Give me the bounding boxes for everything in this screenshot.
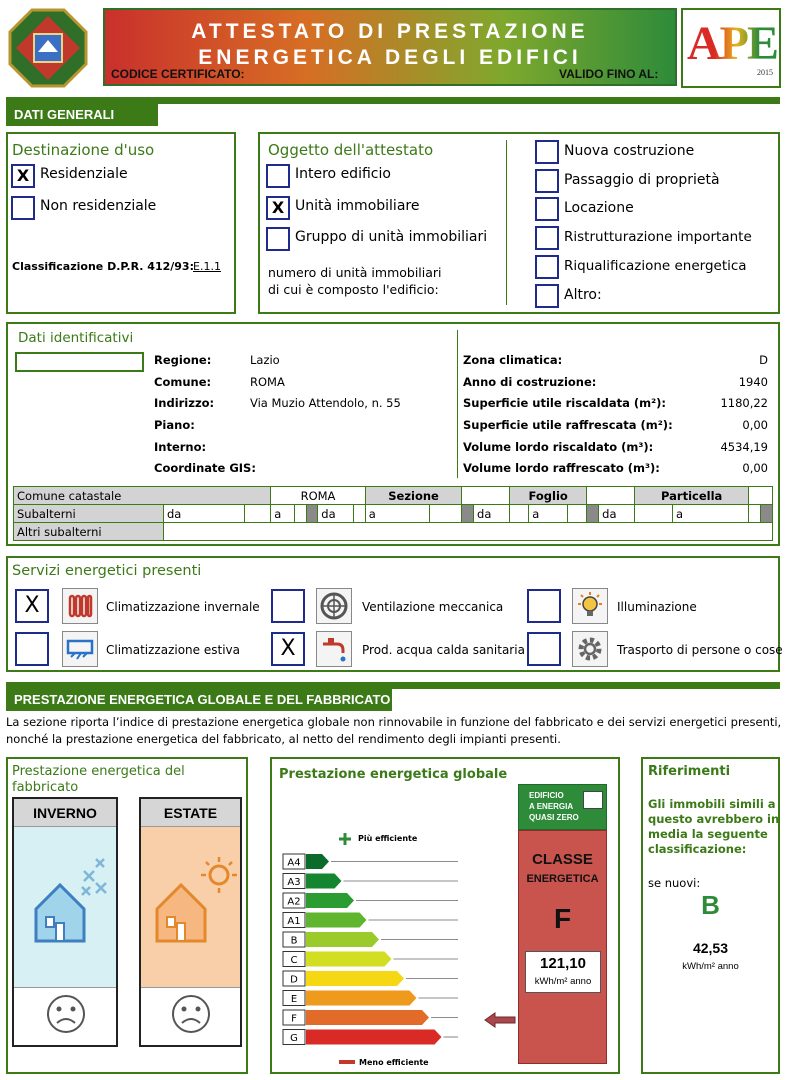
class-label-a4: A4	[287, 857, 301, 869]
faucet-icon	[316, 631, 352, 667]
region-logo	[8, 8, 88, 88]
superficie-raffrescata-label: Superficie utile raffrescata (m²):	[463, 418, 673, 432]
current-class-arrow-icon	[483, 1011, 517, 1029]
riqualificazione-label: Riqualificazione energetica	[564, 258, 747, 274]
numero-unita-note-2: di cui è composto l'edificio:	[268, 282, 439, 297]
altro-checkbox[interactable]	[535, 284, 559, 308]
class-bar-a3	[306, 874, 342, 889]
dati-generali-header: DATI GENERALI	[6, 104, 158, 126]
sub-cell	[354, 505, 366, 523]
non-residenziale-checkbox[interactable]	[11, 196, 35, 220]
sezione-value	[462, 487, 510, 505]
class-label-a3: A3	[287, 877, 301, 888]
riferimento-valore: 42,53	[692, 940, 729, 956]
indirizzo-value: Via Muzio Attendolo, n. 55	[250, 396, 401, 410]
sub-da-2: da	[318, 505, 354, 523]
sub-cell	[294, 505, 306, 523]
class-bar-f	[306, 1010, 429, 1025]
climatizzazione-estiva-checkbox[interactable]	[15, 632, 49, 666]
climatizzazione-estiva-label: Climatizzazione estiva	[106, 643, 240, 657]
header-banner	[103, 8, 677, 86]
climatizzazione-invernale-checkbox[interactable]: X	[15, 589, 49, 623]
bulb-icon	[572, 588, 608, 624]
gruppo-unita-checkbox[interactable]	[266, 227, 290, 251]
regione-value: Lazio	[250, 353, 280, 367]
anno-costruzione-value: 1940	[738, 375, 768, 389]
class-label-f: F	[291, 1013, 297, 1025]
nzeb-line3: QUASI ZERO	[529, 813, 579, 822]
class-label-c: C	[290, 955, 298, 966]
numero-unita-note-1: numero di unità immobiliari	[268, 265, 442, 280]
inverno-label: INVERNO	[14, 799, 116, 827]
sub-da-4: da	[599, 505, 635, 523]
comune-label: Comune:	[154, 375, 212, 389]
sub-a-1: a	[271, 505, 295, 523]
riferimenti-text-2: questo avrebbero in	[648, 812, 780, 826]
acqua-calda-label: Prod. acqua calda sanitaria	[362, 643, 525, 657]
sub-cell	[749, 505, 761, 523]
volume-riscaldato-value: 4534,19	[720, 440, 768, 454]
altri-subalterni-value	[164, 523, 773, 541]
intero-edificio-label: Intero edificio	[295, 166, 391, 182]
oggetto-divider	[506, 140, 507, 305]
class-bar-g	[306, 1030, 442, 1045]
residenziale-checkbox[interactable]: X	[11, 164, 35, 188]
catasto-table	[13, 486, 773, 541]
passaggio-proprieta-checkbox[interactable]	[535, 169, 559, 193]
estate-rating	[141, 987, 240, 1045]
sub-cell	[430, 505, 462, 523]
zona-climatica-label: Zona climatica:	[463, 353, 563, 367]
inverno-rating	[14, 987, 116, 1045]
class-bar-a2	[306, 893, 354, 908]
sub-cell	[634, 505, 672, 523]
gear-icon	[572, 631, 608, 667]
prestazione-header: PRESTAZIONE ENERGETICA GLOBALE E DEL FABBRICATO	[6, 689, 392, 711]
class-bar-a1	[306, 913, 367, 928]
anno-costruzione-label: Anno di costruzione:	[463, 375, 597, 389]
sub-a-2: a	[365, 505, 429, 523]
classe-label-2: ENERGETICA	[526, 873, 599, 885]
dati-generali-rule	[6, 97, 780, 104]
prestazione-description: La sezione riporta l’indice di prestazione energetica globale non rinnovabile in funzione del fabbricato e dei servizi energetici presenti, nonché la prestazione energetica del fabbricato, al netto del rendimento degli impianti presenti.	[6, 715, 782, 746]
unita-immobiliare-label: Unità immobiliare	[295, 198, 420, 214]
trasporto-label: Trasporto di persone o cose	[617, 643, 783, 657]
trasporto-checkbox[interactable]	[527, 632, 561, 666]
se-nuovi-label: se nuovi:	[648, 876, 701, 890]
estate-house-icon	[147, 849, 237, 959]
ep-unit: kWh/m² anno	[534, 976, 592, 987]
class-label-a1: A1	[287, 916, 301, 927]
unita-immobiliare-checkbox[interactable]: X	[266, 196, 290, 220]
class-label-d: D	[290, 974, 298, 986]
interno-label: Interno:	[154, 440, 207, 454]
photo-placeholder	[15, 352, 144, 372]
class-label-g: G	[290, 1033, 298, 1044]
nzeb-checkbox[interactable]	[583, 791, 603, 809]
fabbricato-title-1: Prestazione energetica del	[12, 764, 185, 779]
class-label-e: E	[290, 994, 298, 1005]
riqualificazione-checkbox[interactable]	[535, 255, 559, 279]
zona-climatica-value: D	[759, 353, 768, 367]
classificazione-label: Classificazione D.P.R. 412/93:	[12, 260, 194, 273]
header-title-line2: ENERGETICA DEGLI EDIFICI	[198, 46, 582, 69]
class-label-b: B	[290, 935, 298, 947]
energy-class-scale	[282, 852, 462, 1052]
ape-logo-text: APE	[687, 17, 777, 70]
class-bar-e	[306, 991, 417, 1006]
class-bar-d	[306, 971, 404, 986]
sad-face-icon	[44, 992, 88, 1036]
inverno-card	[12, 797, 118, 1047]
illuminazione-label: Illuminazione	[617, 600, 697, 614]
passaggio-proprieta-label: Passaggio di proprietà	[564, 172, 720, 188]
sub-separator	[306, 505, 318, 523]
radiator-icon	[62, 588, 98, 624]
inverno-house-icon	[24, 849, 114, 959]
intero-edificio-checkbox[interactable]	[266, 164, 290, 188]
ristrutturazione-label: Ristrutturazione importante	[564, 229, 752, 245]
class-bar-a4	[306, 854, 329, 869]
sub-da-3: da	[474, 505, 510, 523]
sezione-label: Sezione	[365, 487, 462, 505]
comune-value: ROMA	[250, 375, 285, 389]
nzeb-line1: EDIFICIO	[529, 791, 564, 800]
destinazione-title: Destinazione d'uso	[12, 141, 155, 159]
riferimenti-title: Riferimenti	[648, 764, 731, 779]
superficie-riscaldata-value: 1180,22	[720, 396, 768, 410]
altro-label: Altro:	[564, 287, 602, 303]
catasto-row-subalterni	[14, 505, 773, 523]
foglio-value	[587, 487, 635, 505]
acqua-calda-checkbox[interactable]: X	[271, 632, 305, 666]
catasto-row-comune	[14, 487, 773, 505]
residenziale-label: Residenziale	[40, 166, 128, 182]
sub-a-4: a	[672, 505, 748, 523]
estate-card	[139, 797, 242, 1047]
nzeb-box	[518, 784, 607, 830]
illuminazione-checkbox[interactable]	[527, 589, 561, 623]
fan-icon	[316, 588, 352, 624]
locazione-label: Locazione	[564, 200, 634, 216]
superficie-riscaldata-label: Superficie utile riscaldata (m²):	[463, 396, 666, 410]
climatizzazione-invernale-label: Climatizzazione invernale	[106, 600, 260, 614]
prestazione-rule	[6, 682, 780, 689]
estate-label: ESTATE	[141, 799, 240, 827]
oggetto-title: Oggetto dell'attestato	[268, 141, 434, 159]
destinazione-panel	[6, 132, 236, 314]
sub-cell	[244, 505, 271, 523]
indirizzo-label: Indirizzo:	[154, 396, 215, 410]
piu-efficiente-label: Più efficiente	[358, 834, 418, 843]
classe-box	[518, 830, 607, 1064]
ape-logo	[681, 8, 781, 88]
sub-cell	[568, 505, 587, 523]
ep-value: 121,10	[540, 955, 586, 972]
servizi-title: Servizi energetici presenti	[12, 563, 202, 579]
sub-cell	[509, 505, 528, 523]
fabbricato-title-2: fabbricato	[12, 780, 79, 795]
nuova-costruzione-checkbox[interactable]	[535, 140, 559, 164]
ape-logo-year: 2015	[757, 68, 773, 77]
comune-catastale-value: ROMA	[271, 487, 366, 505]
coordinate-gis-label: Coordinate GIS:	[154, 461, 256, 475]
air-conditioner-icon	[62, 631, 98, 667]
globale-title: Prestazione energetica globale	[279, 767, 508, 782]
catasto-row-altri	[14, 523, 773, 541]
nuova-costruzione-label: Nuova costruzione	[564, 143, 695, 159]
comune-catastale-label: Comune catastale	[14, 487, 271, 505]
superficie-raffrescata-value: 0,00	[742, 418, 768, 432]
header-title-line1: ATTESTATO DI PRESTAZIONE	[191, 20, 589, 43]
ventilazione-meccanica-label: Ventilazione meccanica	[362, 600, 504, 614]
volume-raffrescato-label: Volume lordo raffrescato (m³):	[463, 461, 660, 475]
ristrutturazione-checkbox[interactable]	[535, 226, 559, 250]
regione-label: Regione:	[154, 353, 212, 367]
sub-separator	[462, 505, 474, 523]
sub-a-3: a	[529, 505, 568, 523]
riferimenti-text-4: classificazione:	[648, 842, 747, 856]
riferimento-unita: kWh/m² anno	[682, 961, 739, 972]
plus-icon	[338, 832, 352, 846]
valido-fino-label: VALIDO FINO AL:	[559, 67, 659, 81]
volume-raffrescato-value: 0,00	[742, 461, 768, 475]
sad-face-icon	[169, 992, 213, 1036]
non-residenziale-label: Non residenziale	[40, 198, 157, 214]
codice-certificato-label: CODICE CERTIFICATO:	[111, 67, 245, 81]
gruppo-unita-label: Gruppo di unità immobiliari	[295, 229, 488, 245]
foglio-label: Foglio	[509, 487, 587, 505]
sub-separator	[587, 505, 599, 523]
piano-label: Piano:	[154, 418, 195, 432]
ep-value-box	[525, 951, 601, 993]
sub-da-1: da	[164, 505, 245, 523]
volume-riscaldato-label: Volume lordo riscaldato (m³):	[463, 440, 654, 454]
altri-subalterni-label: Altri subalterni	[14, 523, 164, 541]
classe-value: F	[553, 903, 572, 934]
identificativi-divider	[457, 330, 458, 478]
particella-value	[749, 487, 773, 505]
particella-label: Particella	[634, 487, 748, 505]
classificazione-value: E.1.1	[193, 260, 221, 273]
dati-identificativi-title: Dati identificativi	[18, 330, 134, 346]
riferimento-classe: B	[701, 890, 720, 920]
ventilazione-meccanica-checkbox[interactable]	[271, 589, 305, 623]
nzeb-line2: A ENERGIA	[529, 802, 574, 811]
class-bar-c	[306, 952, 392, 967]
minus-icon	[338, 1058, 356, 1066]
riferimenti-text-3: media la seguente	[648, 827, 768, 841]
classe-label-1: CLASSE	[532, 851, 593, 868]
locazione-checkbox[interactable]	[535, 197, 559, 221]
subalterni-label: Subalterni	[14, 505, 164, 523]
riferimenti-text-1: Gli immobili simili a	[648, 797, 776, 811]
class-label-a2: A2	[287, 896, 301, 908]
class-bar-b	[306, 932, 379, 947]
meno-efficiente-label: Meno efficiente	[359, 1058, 429, 1067]
sub-separator	[761, 505, 773, 523]
